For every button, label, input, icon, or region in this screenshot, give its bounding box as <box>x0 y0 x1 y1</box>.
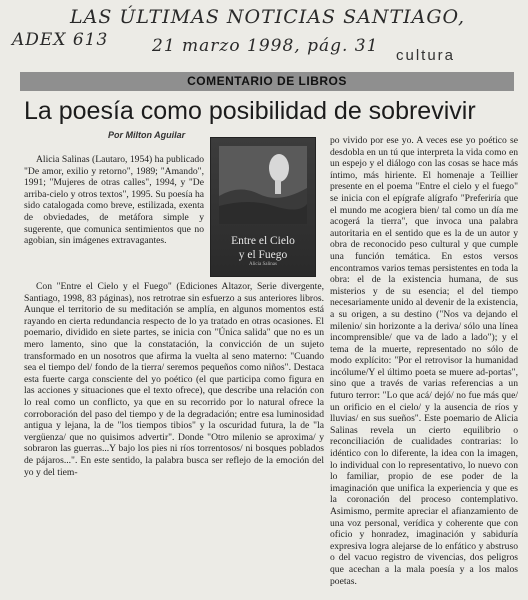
handwritten-code: ADEX 613 <box>12 30 109 50</box>
newspaper-clipping <box>10 4 520 596</box>
book-cover-image <box>210 137 316 277</box>
book-cover-title: Entre el Cielo y el Fuego <box>231 235 295 261</box>
section-label: cultura <box>396 47 456 64</box>
handwritten-source: LAS ÚLTIMAS NOTICIAS SANTIAGO, <box>70 6 466 28</box>
article-column-1-top <box>24 154 204 284</box>
article-column-2 <box>330 135 518 596</box>
book-cover-illustration <box>219 146 307 224</box>
byline: Por Milton Aguilar <box>108 130 186 140</box>
article-paragraph-2: Con "Entre el Cielo y el Fuego" (Ediciones Altazor, Serie divergente, Santiago, 1998, 83 páginas), nos retrotrae sin esfuerzo a sus anteriores libros. Aunque el territorio de su meditación se amplía, en algunos momentos está rayando en cierta redundancia respecto de lo ya tratado en otras ocasiones. El poemario, dividido en siete partes, se inicia con "Única salida" que no es un mero lamento, sino que la constatación, la convicción de un sujeto transformado en un nosotros que afirma la vuelta al seno materno: "Cuando sea el tiempo del/ fondo de la tierra/ seremos pequeños como niños". Destaca esta fuerte carga consciente del yo poético (el que participa como figura en las acciones y situaciones que el texto ofrece), que describe una relación con lo real como un conflicto, ya que en su recorrido por lo natural ofrece la corroboración del paso del tiempo y de la degradación; entre esa luminosidad antigua y lejana, la de "los tiempos tibios" y la oscuridad futura, la de "la vergüenza/ que no quisimos advertir". Donde "Otro milenio se aproxima/ y sobraron las guerras...Y bajo los pies ni ríos torrentosos/ ni bosques poblados de pájaros...". En este sentido, la palabra busca ser reflejo de la emoción del yo y del tiem- <box>24 281 324 478</box>
handwritten-date: 21 marzo 1998, pág. 31 <box>152 36 379 56</box>
article-headline: La poesía como posibilidad de sobrevivir <box>24 97 476 125</box>
article-column-1-bottom <box>24 281 324 596</box>
book-cover-author: Alicia Salinas <box>249 262 277 267</box>
article-paragraph-2-cont: po vivido por ese yo. A veces ese yo poético se desdobla en un tú que interpreta la vida como en un espejo y el diálogo con las cosas se hace más íntimo, más hiriente. El homenaje a Teillier presente en el poema "Entre el cielo y el fuego" se inicia con el epígrafe alígrafo "Preferiría que el mundo me acogiera bien/ tal como un día me acogerá la tierra", que invoca una palabra autoritaria en el sentido que es la de un autor y obra de reconocido peso cultural y que cumple una función temática. En estos versos encontramos varios temas persistentes en toda la obra: el de la existencia humana, de sus misterios y de su esencia; el del tiempo necesariamente unido al devenir de la existencia, a su origen, a su destino ("Nos va dejando el milenio/ sin horizonte a la deriva/ sólo una línea incomprensible/ que va de lado a lado"); y el tema de la muerte, representado no sólo de modo explícito: "Por el retrovisor la humanidad incólume/Y el último poeta se muere ad-portas", sino que a través de varias referencias a un futuro terror: "Lo que acá/ dejó/ no fue más que/ un orificio en el cielo/ y la ausencia de ríos y lluvias/ en sus sueños". Este poemario de Alicia Salinas revela un cierto equilibrio o reconciliación de cualidades contrarias: lo idéntico con lo diferente, la idea con la imagen, lo individual con lo representativo, lo nuevo con lo familiar, propio de ese poder de la imaginación que unifica la experiencia y que es la coronación del proceso contemplativo. Asimismo, permite apreciar el afianzamiento de una voz personal, verídica y coherente que con oficio y honradez, imaginación y sabiduría expresiva logra alejarse de lo enfático y abstruso o del vacuo registro de vivencias, dos peligros que acechan a la mala poesía y a los malos poetas. <box>330 135 518 587</box>
column-banner: COMENTARIO DE LIBROS <box>20 72 514 91</box>
article-paragraph-1: Alicia Salinas (Lautaro, 1954) ha publicado "De amor, exilio y retorno", 1989; "Amando", 1991; "Mujeres de otras calles", 1994, y "De arriba-cielo y otros textos", 1995. Su poesía ha sido catalogada como breve, estilizada, exenta de obviedades, de metáfora simple y sugerente, que comunica sentimientos que no agobian, sin imágenes extravagantes. <box>24 154 204 247</box>
